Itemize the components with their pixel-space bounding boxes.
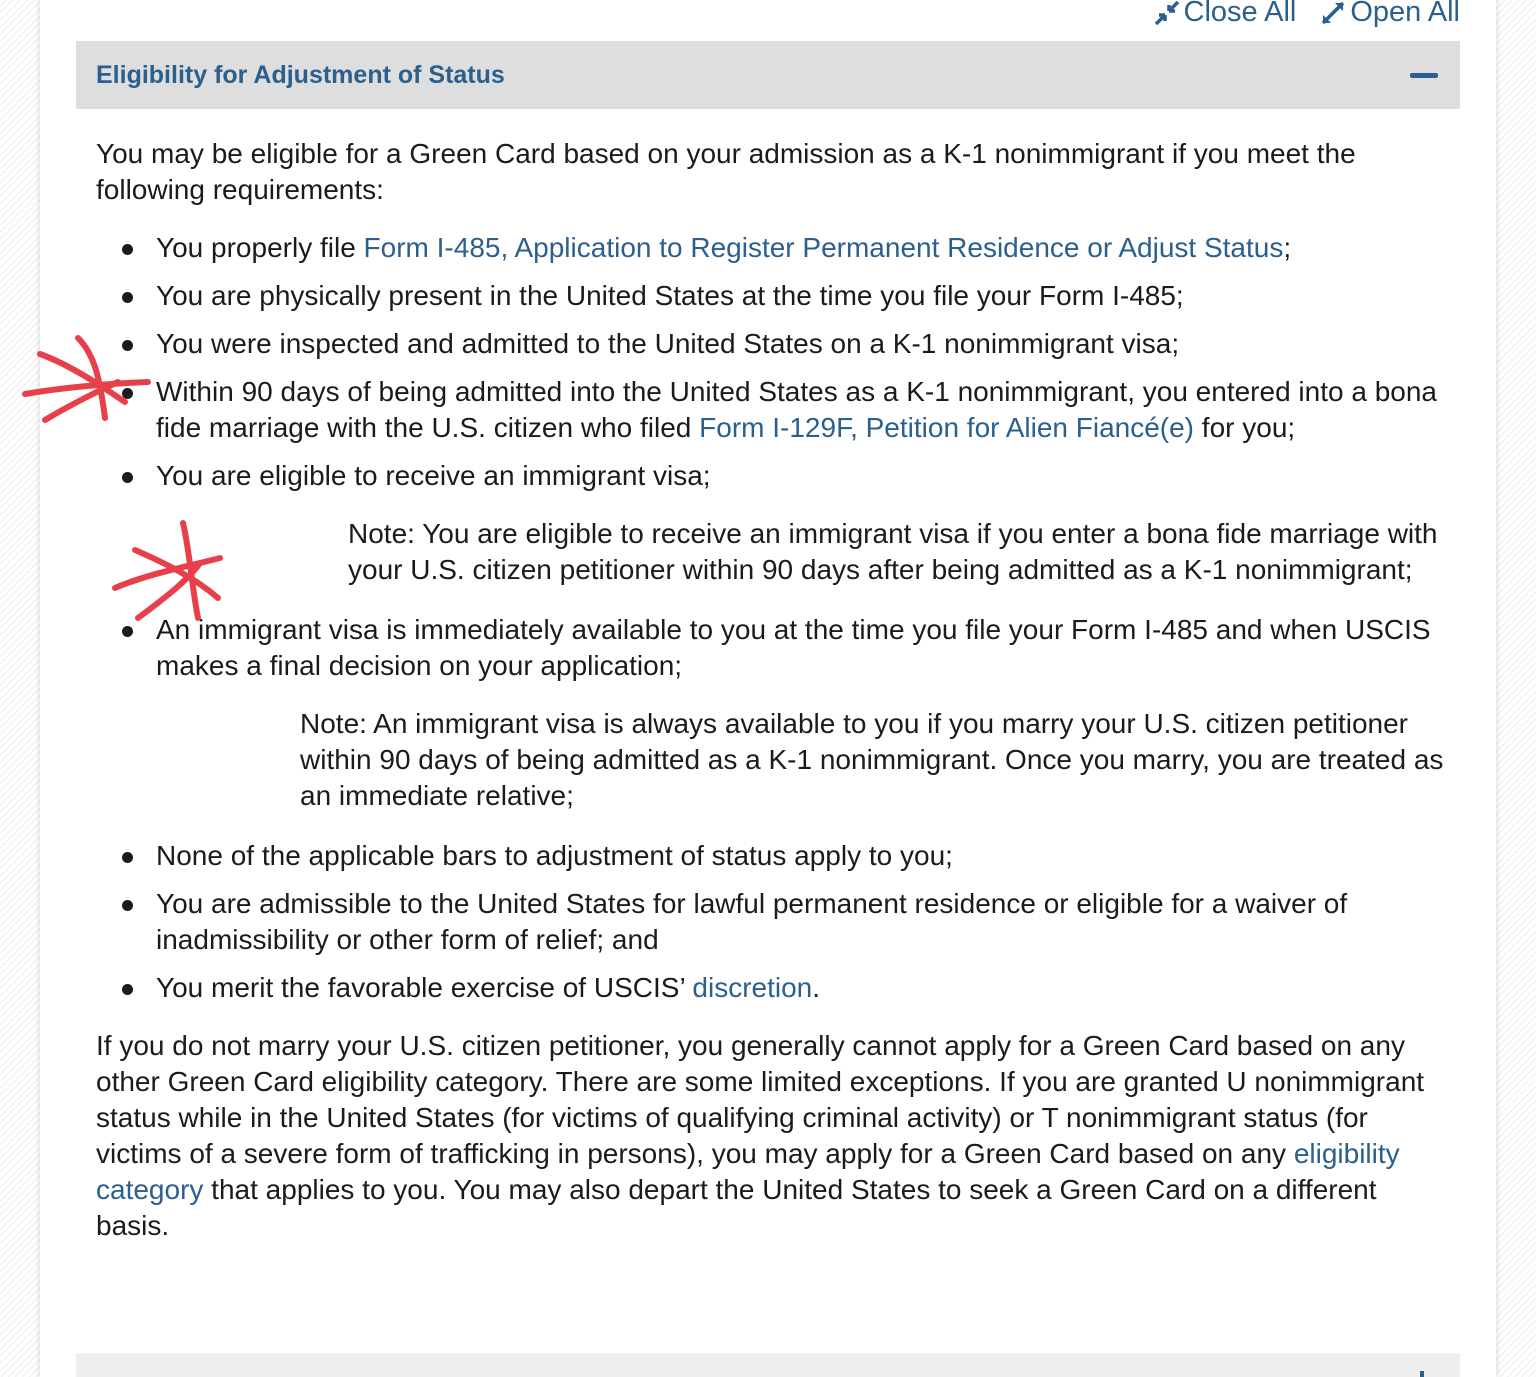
close-all-label: Close All <box>1183 0 1297 28</box>
minus-icon[interactable] <box>1410 73 1438 78</box>
accordion-controls <box>1152 0 1460 29</box>
list-item: You were inspected and admitted to the United States on a K-1 nonimmigrant visa; <box>96 326 1456 362</box>
form-i129f-link[interactable]: Form I-129F, Petition for Alien Fiancé(e) <box>699 412 1195 443</box>
note-immigrant-visa-availability: Note: An immigrant visa is always available to you if you marry your U.S. citizen petitioner within 90 days of being admitted as a K-1 nonimmigrant. Once you marry, you are treated as an immediate relative; <box>300 708 1444 811</box>
note-immigrant-visa-eligibility: Note: You are eligible to receive an immigrant visa if you enter a bona fide marriage with your U.S. citizen petitioner within 90 days after being admitted as a K-1 nonimmigrant; <box>348 518 1438 585</box>
plus-icon <box>1420 1371 1424 1377</box>
list-item: You are admissible to the United States for lawful permanent residence or eligible for a waiver of inadmissibility or other form of relief; and <box>96 886 1456 958</box>
open-all-button[interactable] <box>1318 0 1460 29</box>
eligibility-category-link[interactable]: eligibility category <box>96 1138 1400 1205</box>
list-item: You properly file Form I-485, Application to Register Permanent Residence or Adjust Status; <box>96 230 1456 266</box>
page-container <box>40 0 1496 1377</box>
collapse-arrows-icon <box>1152 0 1182 28</box>
list-item: An immigrant visa is immediately available to you at the time you file your Form I-485 and when USCIS makes a final decision on your application; Note: An immigrant visa is always available to you if you marry your U.S. citizen petitioner within 90 days of being admitted as a K-1 nonimmigrant. Once you marry, you are treated as an immediate relative; <box>96 612 1456 814</box>
requirements-list <box>96 230 1456 1006</box>
expand-arrows-icon <box>1318 0 1348 28</box>
outro-paragraph: If you do not marry your U.S. citizen petitioner, you generally cannot apply for a Green Card based on any other Green Card eligibility category. There are some limited exceptions. If you are granted U nonimmigrant status while in the United States (for victims of qualifying criminal activity) or T nonimmigrant status (for victims of a severe form of trafficking in persons), you may apply for a Green Card based on any eligibility category that applies to you. You may also depart the United States to seek a Green Card on a different basis. <box>96 1030 1425 1241</box>
intro-paragraph: You may be eligible for a Green Card based on your admission as a K-1 nonimmigrant if you meet the following requirements: <box>96 138 1356 205</box>
form-i485-link[interactable]: Form I-485, Application to Register Permanent Residence or Adjust Status <box>363 232 1284 263</box>
discretion-link[interactable]: discretion <box>692 972 813 1003</box>
accordion-content <box>96 136 1456 1244</box>
next-accordion-header[interactable] <box>76 1353 1460 1377</box>
accordion-header[interactable] <box>76 41 1460 109</box>
open-all-label: Open All <box>1350 0 1460 28</box>
accordion-title: Eligibility for Adjustment of Status <box>96 60 505 89</box>
list-item: You merit the favorable exercise of USCIS’ discretion. <box>96 970 1456 1006</box>
list-item: None of the applicable bars to adjustment of status apply to you; <box>96 838 1456 874</box>
list-item: Within 90 days of being admitted into the United States as a K-1 nonimmigrant, you entered into a bona fide marriage with the U.S. citizen who filed Form I-129F, Petition for Alien Fiancé(e) for you; <box>96 374 1456 446</box>
list-item: You are physically present in the United States at the time you file your Form I-485; <box>96 278 1456 314</box>
close-all-button[interactable] <box>1152 0 1297 29</box>
list-item: You are eligible to receive an immigrant visa; Note: You are eligible to receive an immigrant visa if you enter a bona fide marriage with your U.S. citizen petitioner within 90 days after being admitted as a K-1 nonimmigrant; <box>96 458 1456 588</box>
